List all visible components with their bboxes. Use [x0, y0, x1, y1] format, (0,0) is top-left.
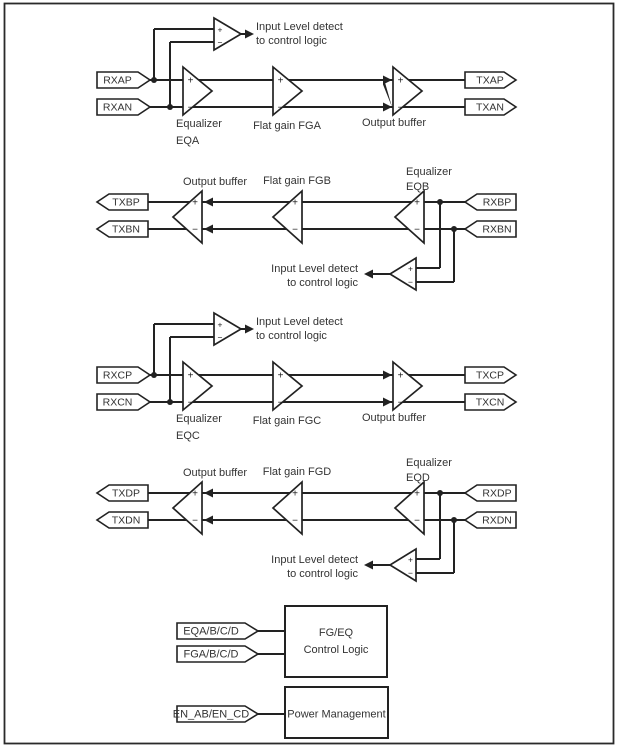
- flat-gain-label: Flat gain FGA: [253, 120, 321, 132]
- minus-sign: −: [292, 224, 298, 236]
- minus-sign: −: [414, 515, 420, 527]
- minus-sign: −: [192, 224, 198, 236]
- pin-label-rx-n: RXDN: [482, 514, 512, 527]
- channel-b: [97, 166, 516, 290]
- junction-dot: [151, 372, 157, 378]
- equalizer-label: Equalizer: [176, 118, 222, 130]
- pin-label-tx-n: TXCN: [475, 396, 505, 409]
- detect-label-line2: to control logic: [287, 568, 358, 580]
- plus-sign: +: [277, 75, 284, 87]
- minus-sign: −: [408, 277, 413, 287]
- output-buffer-label: Output buffer: [361, 412, 427, 424]
- detect-label-line2: to control logic: [287, 277, 358, 289]
- control-logic-box-label-line1: FG/EQ: [318, 627, 354, 639]
- detect-output-arrowhead: [364, 561, 373, 570]
- minus-sign: −: [408, 568, 413, 578]
- equalizer-name: EQC: [176, 430, 200, 442]
- plus-sign: +: [397, 75, 404, 87]
- pin-label-tx-n: TXAN: [475, 101, 505, 114]
- junction-dot: [437, 490, 443, 496]
- output-buffer-label: Output buffer: [182, 467, 248, 479]
- pin-label-enable: EN_AB/EN_CD: [172, 708, 250, 721]
- detect-label-line1: Input Level detect: [271, 263, 358, 275]
- junction-dot: [151, 77, 157, 83]
- pin-label-rx-n: RXBN: [482, 223, 512, 236]
- detect-output-arrowhead: [245, 325, 254, 334]
- junction-dot: [167, 399, 173, 405]
- minus-sign: −: [187, 102, 194, 114]
- pin-label-rx-p: RXCP: [102, 369, 133, 382]
- plus-sign: +: [292, 197, 298, 209]
- minus-sign: −: [397, 397, 404, 409]
- output-buffer-label: Output buffer: [182, 176, 248, 188]
- control-wires: [258, 631, 285, 714]
- plus-sign: +: [192, 197, 198, 209]
- control-section: [173, 606, 388, 738]
- channel-d: [97, 457, 516, 581]
- equalizer-label: Equalizer: [406, 166, 452, 178]
- detect-output-arrowhead: [364, 270, 373, 279]
- fg-eq-control-logic-box: [285, 606, 387, 677]
- pin-label-rx-p: RXAP: [103, 74, 132, 87]
- minus-sign: −: [192, 515, 198, 527]
- junction-dot: [451, 226, 457, 232]
- detect-output-arrowhead: [245, 30, 254, 39]
- minus-sign: −: [217, 332, 223, 343]
- plus-sign: +: [217, 24, 223, 35]
- equalizer-name: EQB: [406, 181, 430, 193]
- pin-label-fg-control: FGA/B/C/D: [183, 648, 239, 661]
- plus-sign: +: [192, 488, 198, 500]
- pin-label-tx-p: TXDP: [111, 487, 141, 500]
- pin-label-tx-n: TXBN: [111, 223, 141, 236]
- detect-label-line1: Input Level detect: [256, 21, 343, 33]
- channel-a: [97, 18, 516, 147]
- junction-dot: [167, 104, 173, 110]
- pin-label-rx-p: RXDP: [482, 487, 512, 500]
- minus-sign: −: [292, 515, 298, 527]
- pin-label-tx-p: TXCP: [475, 369, 505, 382]
- equalizer-name: EQA: [176, 135, 200, 147]
- plus-sign: +: [414, 488, 420, 500]
- equalizer-name: EQD: [406, 472, 430, 484]
- detect-label-line2: to control logic: [256, 35, 327, 47]
- minus-sign: −: [397, 102, 404, 114]
- plus-sign: +: [292, 488, 298, 500]
- pin-label-tx-p: TXBP: [112, 196, 140, 209]
- pin-label-rx-n: RXCN: [102, 396, 133, 409]
- plus-sign: +: [408, 263, 413, 274]
- detect-label-line1: Input Level detect: [271, 554, 358, 566]
- plus-sign: +: [187, 75, 194, 87]
- channel-c: [97, 313, 516, 442]
- plus-sign: +: [408, 554, 413, 565]
- plus-sign: +: [277, 370, 284, 382]
- equalizer-label: Equalizer: [176, 413, 222, 425]
- pin-label-tx-n: TXDN: [111, 514, 141, 527]
- flat-gain-label: Flat gain FGD: [262, 466, 332, 478]
- plus-sign: +: [414, 197, 420, 209]
- flat-gain-label: Flat gain FGB: [263, 175, 331, 187]
- detect-label-line2: to control logic: [256, 330, 327, 342]
- plus-sign: +: [187, 370, 194, 382]
- minus-sign: −: [414, 224, 420, 236]
- minus-sign: −: [277, 102, 284, 114]
- equalizer-label: Equalizer: [406, 457, 452, 469]
- junction-dot: [437, 199, 443, 205]
- pin-label-rx-p: RXBP: [482, 196, 512, 209]
- pin-label-rx-n: RXAN: [102, 101, 133, 114]
- minus-sign: −: [277, 397, 284, 409]
- pin-label-eq-control: EQA/B/C/D: [183, 625, 239, 638]
- power-management-box-label: Power Management: [287, 708, 386, 721]
- detect-label-line1: Input Level detect: [256, 316, 343, 328]
- plus-sign: +: [217, 319, 223, 330]
- output-buffer-label: Output buffer: [361, 117, 427, 129]
- pin-label-tx-p: TXAP: [476, 74, 504, 87]
- control-logic-box-label-line2: Control Logic: [303, 644, 369, 656]
- plus-sign: +: [397, 370, 404, 382]
- flat-gain-label: Flat gain FGC: [252, 415, 322, 427]
- minus-sign: −: [187, 397, 194, 409]
- minus-sign: −: [217, 37, 223, 48]
- junction-dot: [451, 517, 457, 523]
